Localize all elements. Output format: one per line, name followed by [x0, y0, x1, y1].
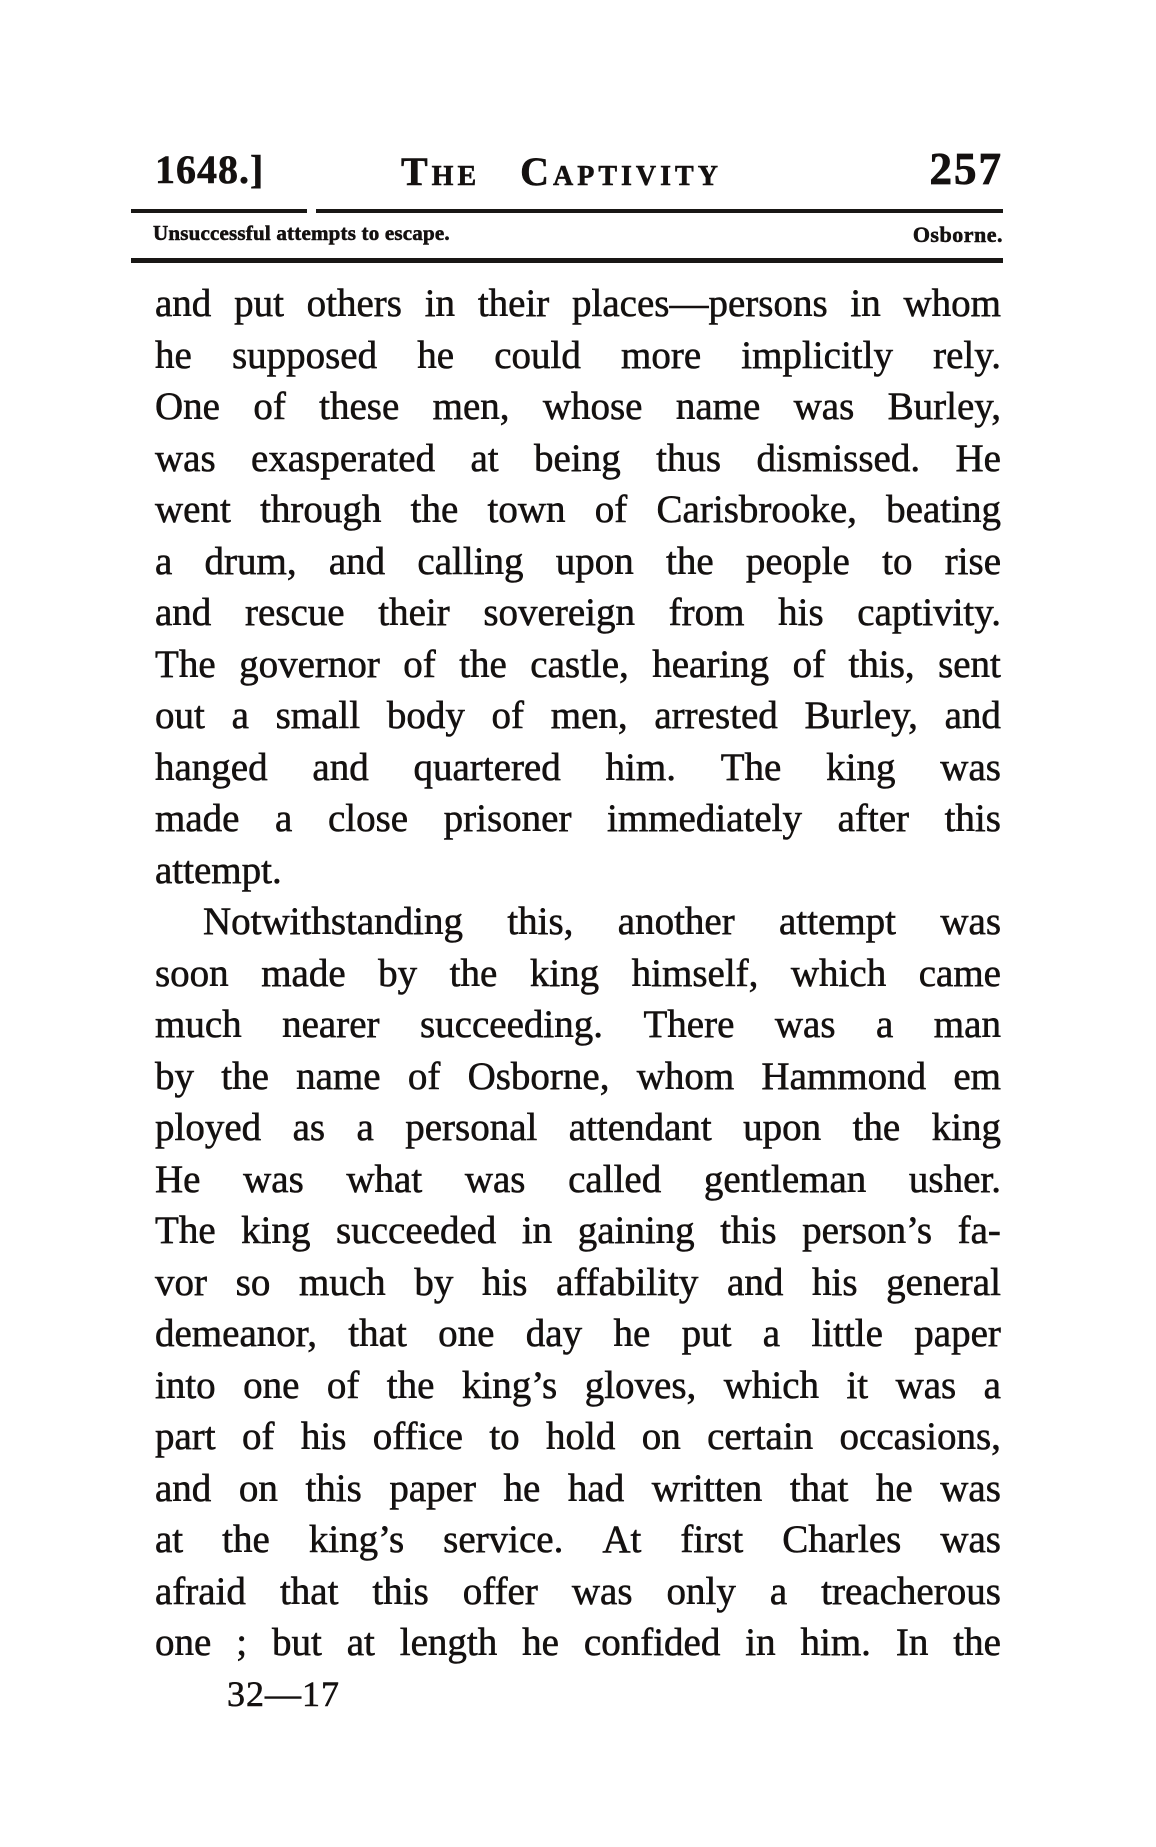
text-line: hanged and quartered him. The king was [155, 745, 1001, 789]
text-line: was exasperated at being thus dismissed. He [155, 436, 1001, 480]
text-line: and put others in their places—persons in whom [155, 282, 1001, 325]
text-line: Notwithstanding this, another attempt was [203, 900, 1001, 943]
page-number: 257 [929, 144, 1003, 194]
text-line: and on this paper he had written that he was [155, 1466, 1001, 1510]
running-head-left: Unsuccessful attempts to escape. [153, 221, 450, 245]
text-line: One of these men, whose name was Burley, [155, 385, 1001, 428]
text-line: attempt. [155, 848, 282, 892]
text-line: went through the town of Carisbrooke, beating [155, 488, 1001, 531]
text-line: afraid that this offer was only a treacherous [155, 1569, 1001, 1613]
text-line: he supposed he could more implicitly rely. [155, 333, 1001, 377]
text-line: soon made by the king himself, which came [155, 951, 1001, 995]
text-line: He was what was called gentleman usher. [155, 1157, 1001, 1201]
bottom-rule [131, 258, 1003, 263]
text-line: vor so much by his affability and his general [155, 1260, 1001, 1304]
text-line: ployed as a personal attendant upon the king [155, 1106, 1001, 1149]
header-date: 1648.] [155, 147, 265, 192]
text-line: at the king’s service. At first Charles was [155, 1518, 1001, 1561]
text-line: The governor of the castle, hearing of this, sent [155, 642, 1001, 686]
running-head-right: Osborne. [912, 222, 1003, 247]
top-rule-right-segment [316, 209, 1003, 213]
signature-mark: 32—17 [227, 1673, 340, 1714]
page-title: The Captivity [401, 149, 722, 194]
text-line: and rescue their sovereign from his captivity. [155, 591, 1001, 634]
text-line: demeanor, that one day he put a little paper [155, 1312, 1001, 1355]
page-body [155, 278, 1001, 1718]
text-line: out a small body of men, arrested Burley, and [155, 694, 1001, 737]
top-rule-left-segment [131, 209, 307, 213]
text-line: into one of the king’s gloves, which it was a [155, 1363, 1001, 1407]
text-line: one ; but at length he confided in him. In the [155, 1621, 1001, 1664]
text-line: The king succeeded in gaining this person’s fa- [155, 1209, 1001, 1252]
text-line: a drum, and calling upon the people to rise [155, 539, 1001, 583]
text-line: much nearer succeeding. There was a man [155, 1003, 1001, 1046]
text-line: by the name of Osborne, whom Hammond em [155, 1054, 1001, 1098]
text-line: made a close prisoner immediately after this [155, 797, 1001, 840]
text-line: part of his office to hold on certain occasions, [155, 1415, 1001, 1458]
